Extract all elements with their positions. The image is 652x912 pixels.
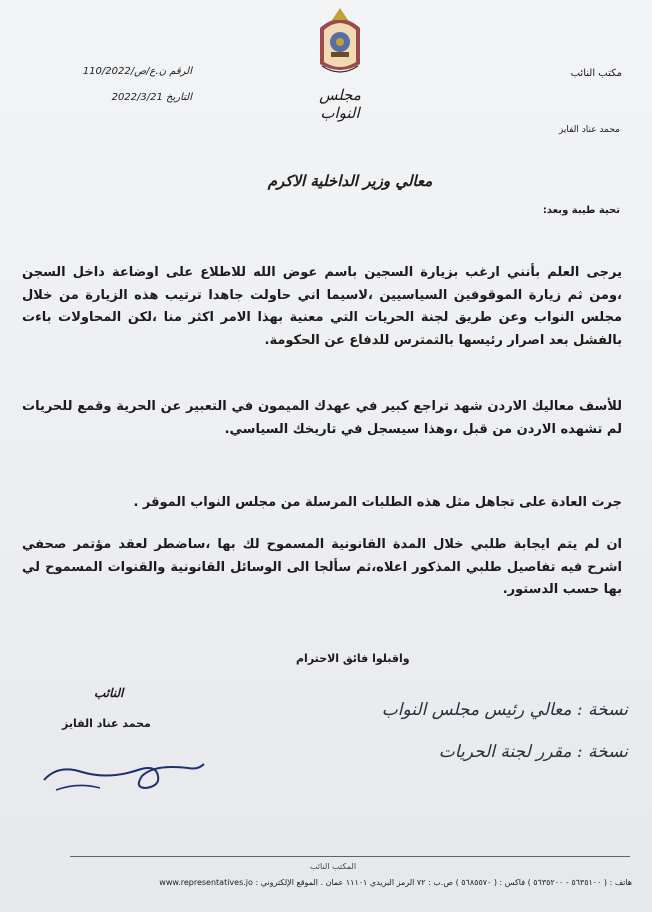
- deputy-name-header: محمد عناد الفايز: [558, 125, 620, 135]
- footer-divider: [70, 856, 630, 857]
- parliament-logo-text: مجلس النواب: [319, 86, 361, 122]
- paragraph-2: للأسف معاليك الاردن شهد تراجع كبير في عهدك الميمون في التعبير عن الحرية وقمع للحريات لم تشهده الاردن من قبل ،وهذا سيسجل في تاريخك السياسي.: [22, 399, 622, 437]
- paragraph-4: ان لم يتم ايجابة طلبي خلال المدة القانونية المسموح لك بها ،ساضطر لعقد مؤتمر صحفي اشرح فيه تفاصيل طلبي المذكور اعلاه،ثم سألجا الى الوسائل القانونية والقنوات المسموح لي بها حسب الدستور.: [22, 537, 622, 597]
- signatory-name: محمد عناد الفايز: [62, 717, 151, 730]
- footer-address: [72, 878, 632, 887]
- paragraph-3: جرت العادة على تجاهل مثل هذه الطلبات المرسلة من مجلس النواب الموقر .: [133, 495, 622, 510]
- closing-line: واقبلوا فائق الاحترام: [296, 652, 410, 665]
- copy-to-speaker: نسخة : معالي رئيس مجلس النواب: [381, 700, 628, 720]
- reference-date: التاريخ 2022/3/21: [111, 92, 192, 103]
- footer-contact: هاتف : ( ٥٦٣٥١٠٠ - ٥٦٣٥٢٠٠ ) فاكس : ( ٥٦٨٥٥٧٠ ) ص.ب : ٧٢ الرمز البريدي ١١١٠١ عمان . الموقع الإلكتروني :: [255, 878, 632, 887]
- footer-seal: المكتب النائب: [309, 862, 357, 871]
- office-label: مكتب النائب: [570, 68, 622, 79]
- copy-to-committee: نسخة : مقرر لجنة الحريات: [438, 742, 628, 762]
- website-link[interactable]: www.representatives.jo: [159, 878, 253, 887]
- signatory-title: النائب: [94, 686, 124, 700]
- coat-of-arms-icon: [314, 6, 366, 78]
- paragraph-1: يرجى العلم بأنني ارغب بزيارة السجين باسم عوض الله للاطلاع على اوضاعة داخل السجن ،ومن ثم زيارة الموقوفين السياسيين ،لاسيما اني حاولت جاهدا ترتيب هذه الزيارة من خلال مجلس النواب وعن طريق لجنة الحريات التي معنية بهذا الامر اكثر منا ،لكن المحاولات باءت بالفشل بعد اصرار رئيسها بالتمترس للدفاع عن الحكومة.: [22, 265, 622, 348]
- handwritten-signature-icon: [38, 742, 208, 798]
- greeting: تحية طيبة وبعد:: [542, 205, 620, 216]
- reference-number: الرقم ن.ع/ص/110/2022: [82, 66, 192, 77]
- addressee: معالي وزير الداخلية الاكرم: [267, 172, 433, 190]
